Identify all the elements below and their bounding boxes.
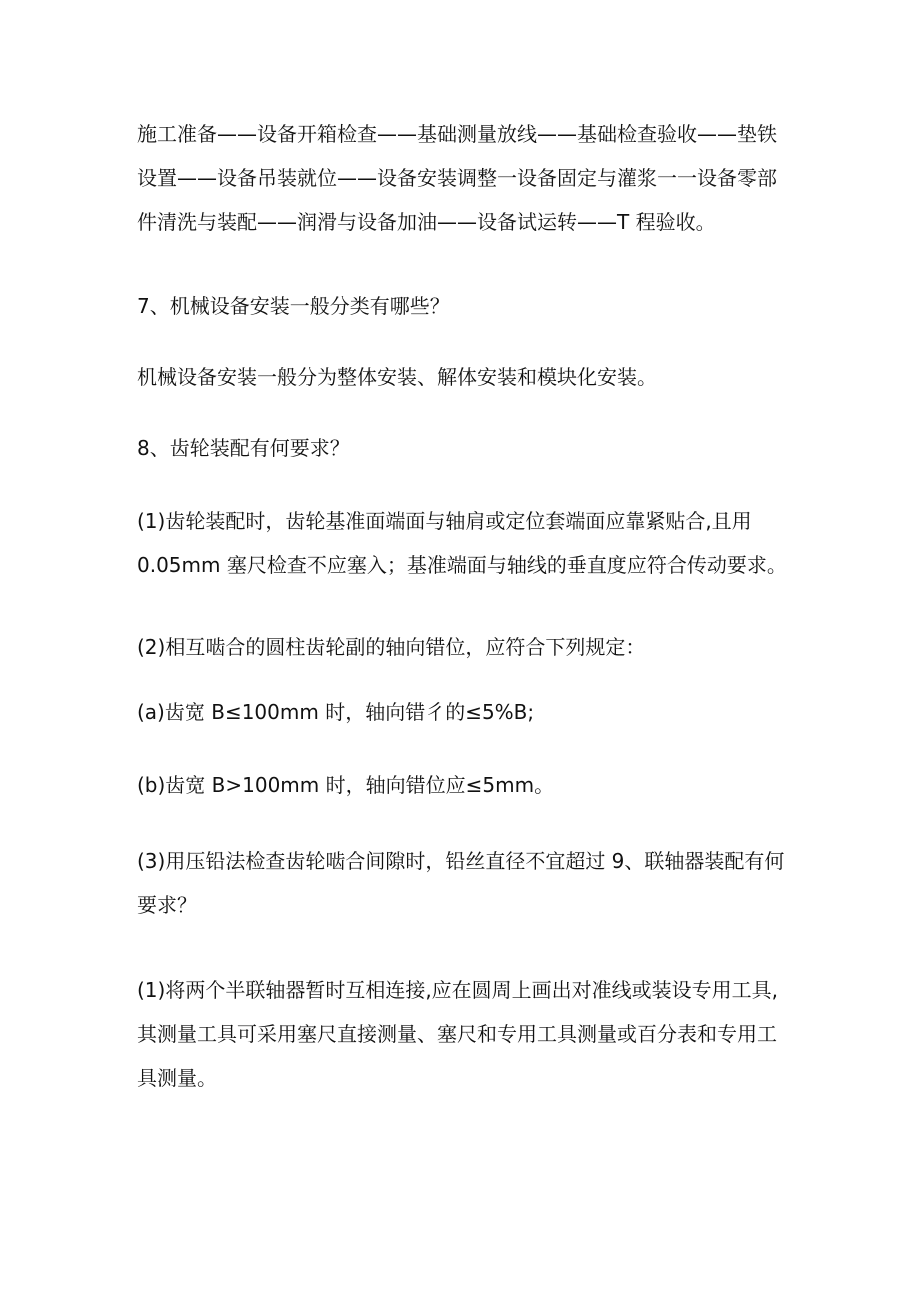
text-line: (a)齿宽 B≤100mm 时，轴向错彳的≤5%B;	[137, 700, 535, 724]
text-line: (3)用压铅法检查齿轮啮合间隙时，铅丝直径不宜超过 9、联轴器装配有何	[137, 849, 785, 873]
text-line: 件清洗与装配——润滑与设备加油——设备试运转——T 程验收。	[137, 210, 716, 234]
text-line: 8、齿轮装配有何要求？	[137, 436, 350, 460]
text-line: (1)齿轮装配时，齿轮基准面端面与轴肩或定位套端面应靠紧贴合,且用	[137, 509, 752, 533]
question-8	[137, 426, 817, 470]
text-line: 0.05mm 塞尺检查不应塞入；基准端面与轴线的垂直度应符合传动要求。	[137, 553, 787, 577]
answer-8-item-2a	[137, 690, 817, 734]
answer-8-item-1	[137, 499, 817, 587]
text-line: (b)齿宽 B>100mm 时，轴向错位应≤5mm。	[137, 773, 555, 797]
answer-8-item-2	[137, 625, 817, 669]
answer-9-item-1	[137, 968, 817, 1100]
question-7	[137, 284, 817, 328]
answer-8-item-2b	[137, 763, 817, 807]
text-line: 7、机械设备安装一般分类有哪些？	[137, 294, 450, 318]
text-line: 要求？	[137, 893, 197, 917]
paragraph-process-flow	[137, 112, 817, 244]
text-line: 机械设备安装一般分为整体安装、解体安装和模块化安装。	[137, 365, 657, 389]
text-line: 具测量。	[137, 1066, 217, 1090]
answer-8-item-3	[137, 839, 817, 927]
text-line: 施工准备——设备开箱检查——基础测量放线——基础检查验收——垫铁	[137, 122, 777, 146]
text-line: (2)相互啮合的圆柱齿轮副的轴向错位，应符合下列规定：	[137, 635, 646, 659]
text-line: 其测量工具可采用塞尺直接测量、塞尺和专用工具测量或百分表和专用工	[137, 1022, 777, 1046]
text-line: 设置——设备吊装就位——设备安装调整一设备固定与灌浆一一设备零部	[137, 166, 777, 190]
text-line: (1)将两个半联轴器暂时互相连接,应在圆周上画出对准线或装设专用工具,	[137, 978, 779, 1002]
answer-7	[137, 355, 817, 399]
